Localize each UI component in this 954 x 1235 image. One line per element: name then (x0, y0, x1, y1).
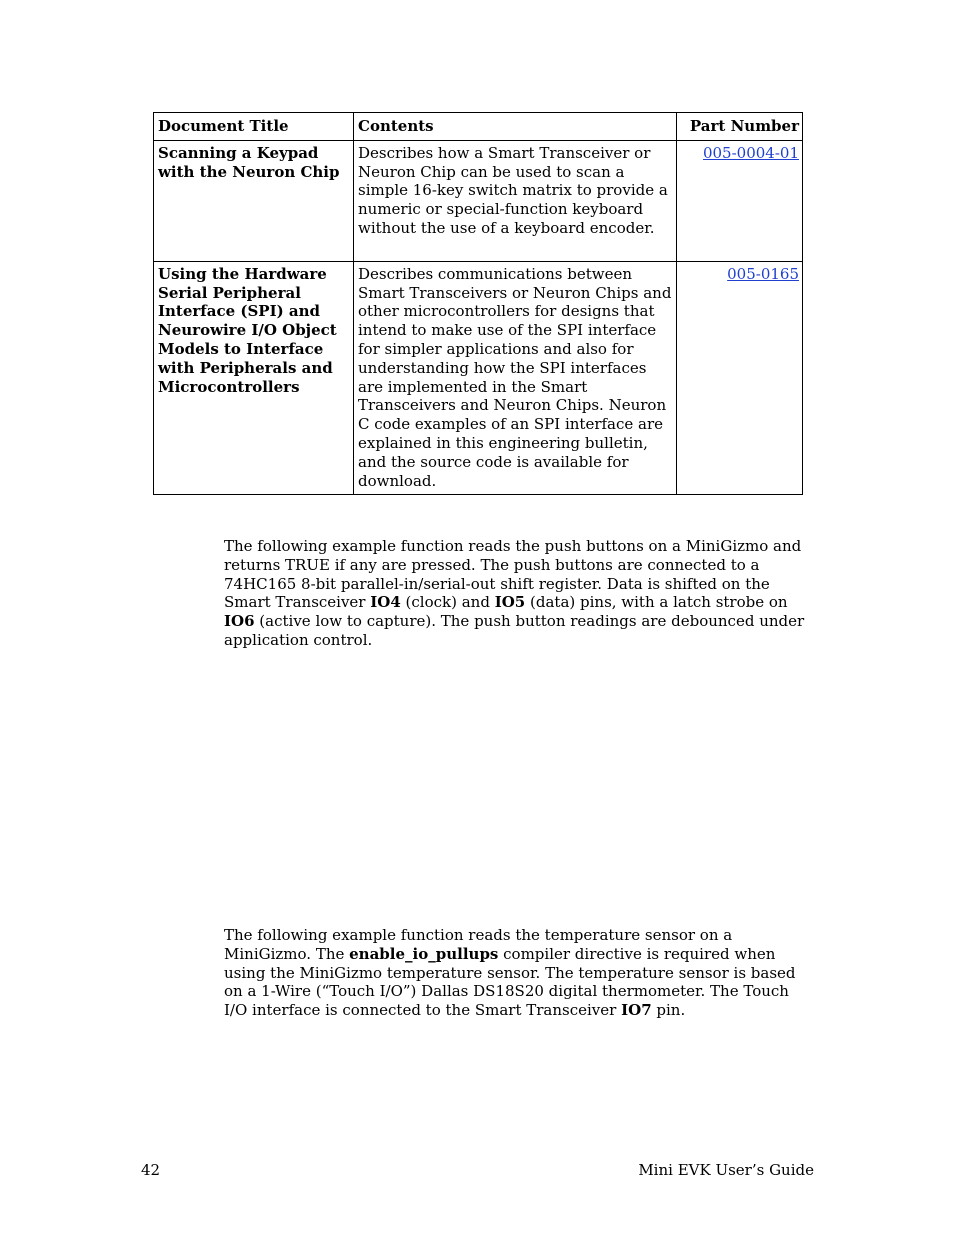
row-title: Scanning a Keypad with the Neuron Chip (154, 140, 354, 261)
text-run: The following example function reads the push buttons on a MiniGizmo and returns TRUE if any are pressed. The push buttons are connected to a 74HC165 8-bit parallel-in/serial-out shift register. Data is shifted on the Smart Transceiver (224, 537, 802, 612)
header-contents: Contents (354, 113, 677, 141)
part-number-link[interactable]: 005-0165 (727, 264, 799, 283)
text-run: pin. (651, 1001, 686, 1020)
text-run: (clock) and (400, 593, 495, 612)
table-row (154, 261, 803, 495)
temperature-sensor-paragraph (224, 926, 814, 1020)
text-run: compiler directive is required when using the MiniGizmo temperature sensor. The temperature sensor is based on a 1-Wire (“Touch I/O”) Dallas DS18S20 digital thermometer. The Touch I/O interface is connected to the Smart Transceiver (224, 944, 796, 1020)
table-header-row (154, 113, 803, 141)
pin-io5: IO5 (494, 593, 526, 612)
table-row (154, 140, 803, 261)
guide-title: Mini EVK User’s Guide (638, 1161, 814, 1179)
text-run: The following example function reads the temperature sensor on a MiniGizmo. The (224, 926, 733, 963)
row-title: Using the Hardware Serial Peripheral Interface (SPI) and Neurowire I/O Object Models to Interface with Peripherals and Microcontrollers (154, 261, 354, 495)
text-run: (active low to capture). The push button readings are debounced under application control. (224, 612, 805, 649)
reference-documents-table (153, 112, 803, 495)
row-part-number-cell (677, 261, 803, 495)
text-run: (data) pins, with a latch strobe on (525, 593, 788, 612)
row-contents: Describes how a Smart Transceiver or Neuron Chip can be used to scan a simple 16-key switch matrix to provide a numeric or special-function keyboard without the use of a keyboard encoder. (354, 140, 677, 261)
page-number: 42 (141, 1161, 161, 1179)
enable-io-pullups-directive: enable_io_pullups (349, 944, 499, 963)
row-part-number-cell (677, 140, 803, 261)
part-number-link[interactable]: 005-0004-01 (702, 143, 799, 162)
row-contents: Describes communications between Smart Transceivers or Neuron Chips and other microcontrollers for designs that intend to make use of the SPI interface for simpler applications and also for understanding how the SPI interfaces are implemented in the Smart Transceivers and Neuron Chips. Neuron C code examples of an SPI interface are explained in this engineering bulletin, and the source code is available for download. (354, 261, 677, 495)
header-document-title: Document Title (154, 113, 354, 141)
pin-io7: IO7 (621, 1001, 652, 1020)
pin-io4: IO4 (370, 593, 401, 612)
header-part-number: Part Number (677, 113, 803, 141)
pin-io6: IO6 (224, 612, 255, 631)
pushbutton-description-paragraph (224, 537, 814, 650)
